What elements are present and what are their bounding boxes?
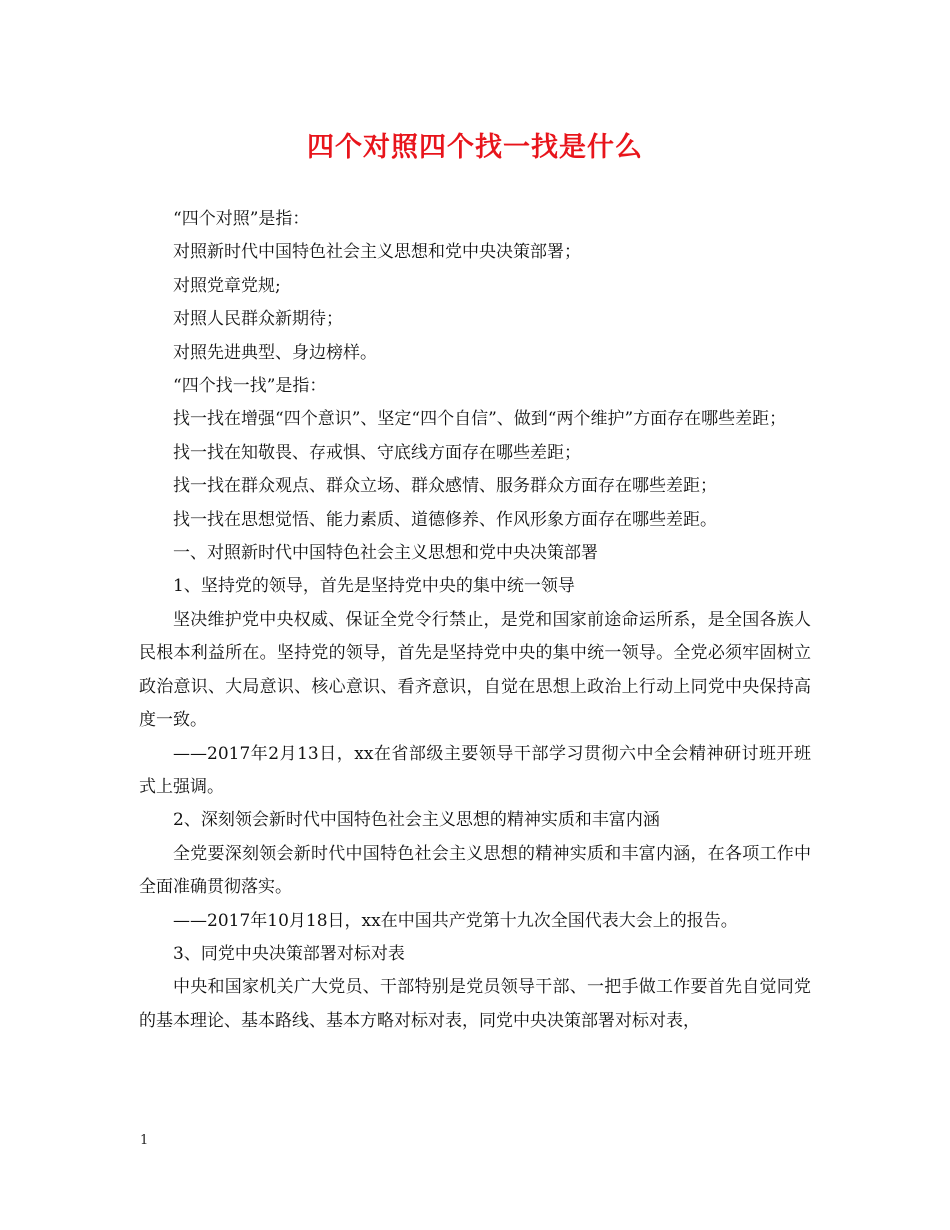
page-number: 1 — [140, 1133, 149, 1148]
paragraph: “四个找一找”是指： — [173, 376, 327, 397]
subsection-heading: 2、深刻领会新时代中国特色社会主义思想的精神实质和丰富内涵 — [173, 810, 660, 831]
citation: ——2017年10月18日，xx在中国共产党第十九次全国代表大会上的报告。 — [173, 910, 738, 931]
subsection-heading: 1、坚持党的领导，首先是坚持党中央的集中统一领导 — [173, 576, 575, 597]
citation: ——2017年2月13日，xx在省部级主要领导干部学习贯彻六中全会精神研讨班开班式上强调。 — [139, 743, 811, 797]
paragraph: 找一找在群众观点、群众立场、群众感情、服务群众方面存在哪些差距； — [173, 476, 717, 497]
paragraph: 找一找在增强“四个意识”、坚定“四个自信”、做到“两个维护”方面存在哪些差距； — [173, 409, 787, 430]
subsection-heading: 3、同党中央决策部署对标对表 — [173, 943, 405, 964]
paragraph: 对照先进典型、身边榜样。 — [173, 342, 377, 363]
paragraph: 中央和国家机关广大党员、干部特别是党员领导干部、一把手做工作要首先自觉同党的基本理论、基本路线、基本方略对标对表，同党中央决策部署对标对表， — [139, 977, 811, 1031]
paragraph: 全党要深刻领会新时代中国特色社会主义思想的精神实质和丰富内涵，在各项工作中全面准确贯彻落实。 — [139, 843, 811, 898]
document-body — [139, 203, 811, 1038]
paragraph: 找一找在思想觉悟、能力素质、道德修养、作风形象方面存在哪些差距。 — [173, 509, 717, 530]
section-heading: 一、对照新时代中国特色社会主义思想和党中央决策部署 — [173, 543, 598, 564]
paragraph: “四个对照”是指： — [173, 209, 310, 229]
paragraph: 对照新时代中国特色社会主义思想和党中央决策部署； — [173, 242, 581, 263]
paragraph: 对照人民群众新期待； — [173, 309, 343, 330]
paragraph: 坚决维护党中央权威、保证全党令行禁止，是党和国家前途命运所系，是全国各族人民根本利益所在。坚持党的领导，首先是坚持党中央的集中统一领导。全党必须牢固树立政治意识、大局意识、核心意识、看齐意识，自觉在思想上政治上行动上同党中央保持高度一致。 — [139, 609, 811, 731]
paragraph: 对照党章党规; — [173, 275, 281, 296]
paragraph: 找一找在知敬畏、存戒惧、守底线方面存在哪些差距； — [173, 442, 581, 463]
document-title: 四个对照四个找一找是什么 — [307, 132, 643, 163]
